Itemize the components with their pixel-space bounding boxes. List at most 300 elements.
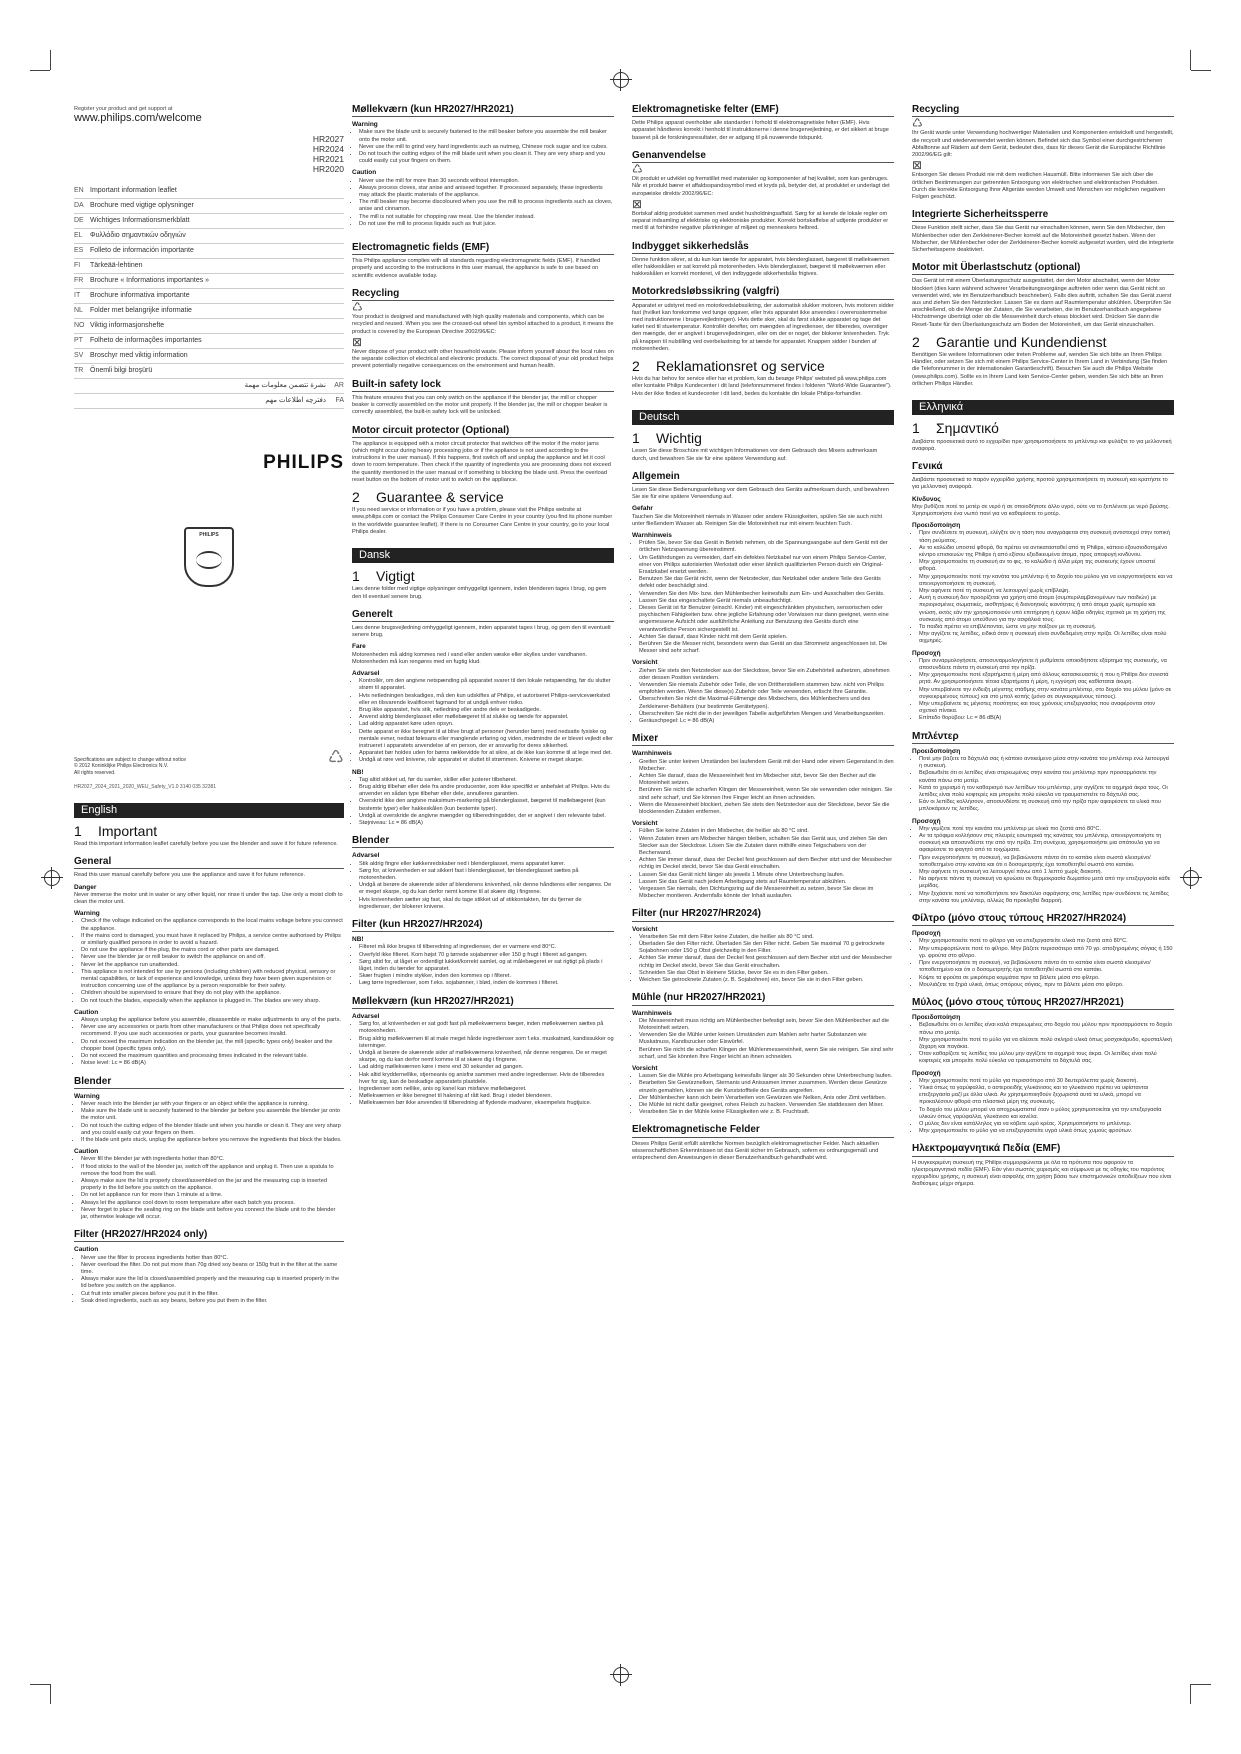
list-item: • Μην χρησιμοποιείτε ποτέ το μύλο για να αλέσετε πολύ σκληρά υλικά όπως μοσχοκάρυδο, κρυσταλλική ζάχαρη και παγάκια. bbox=[919, 1037, 1174, 1051]
subsection-heading: Møllekværn (kun HR2027/HR2021) bbox=[352, 106, 614, 117]
crop-mark bbox=[1190, 50, 1191, 70]
list-item: • Ο μύλος δεν είναι κατάλληλος για να κόβετε ωμό κρέας. Χρησιμοποιήστε το μπλέντερ. bbox=[919, 1121, 1174, 1128]
language-entry: AR نشرة تتضمن معلومات مهمة bbox=[74, 379, 344, 394]
list-item: • Μην χρησιμοποιείτε ποτέ το μύλο για περισσότερο από 30 δευτερόλεπτα χωρίς διακοπή. bbox=[919, 1078, 1174, 1085]
bullet-list bbox=[912, 658, 1174, 723]
label-warning: Warnhinweis bbox=[632, 531, 672, 539]
bullet-list bbox=[74, 1156, 344, 1221]
list-item: • Children should be supervised to ensure that they do not play with the appliance. bbox=[81, 990, 344, 997]
subsection-heading: Recycling bbox=[352, 290, 614, 301]
list-item: • Check if the voltage indicated on the appliance corresponds to the local mains voltage before you connect the appliance. bbox=[81, 918, 344, 932]
list-item: • Brug aldrig møllekværnen til at male meget hårde ingredienser som f.eks. muskatnød, kandissukker og isterninger. bbox=[359, 1036, 614, 1050]
label-caution: Vorsicht bbox=[632, 659, 658, 667]
model-number: HR2021 bbox=[312, 154, 344, 165]
bullet-list bbox=[352, 777, 614, 827]
label-caution: Προσοχή bbox=[912, 930, 941, 938]
bullet-list bbox=[352, 1021, 614, 1107]
paragraph: If you need service or information or if you have a problem, please visit the Philips website at www.philips.com or contact the Philips Consumer Care Centre in your country (you find its phone number in the worldwide guarantee leaflet). If there is no Consumer Care Centre in your country, go to your local Philips dealer. bbox=[352, 507, 613, 535]
language-bar-greek: Ελληνικά bbox=[912, 400, 1174, 415]
subsection-heading: Mühle (nur HR2027/HR2021) bbox=[632, 994, 894, 1005]
list-item: • Læg tørre ingredienser, som f.eks. sojabønner, i blød, inden de kommes i filteret. bbox=[359, 980, 614, 987]
label-caution: Caution bbox=[352, 169, 377, 177]
list-item: • Verwenden Sie den Mix- bzw. den Mühlenbecher keinesfalls zum Ein- und Ausschalten des Geräts. bbox=[639, 591, 894, 598]
language-entry: IT Brochure informativa importante bbox=[74, 289, 344, 304]
crossed-bin-icon: ⊠ bbox=[912, 158, 923, 173]
column-3 bbox=[632, 106, 894, 1165]
list-item: • Να αφήνετε πάντα τη συσκευή να κρυώσει σε θερμοκρασία δωματίου μετά από την επεξεργασία κάθε μερίδας. bbox=[919, 876, 1174, 890]
crop-mark bbox=[50, 1684, 51, 1704]
list-item: • Ziehen Sie stets den Netzstecker aus der Steckdose, bevor Sie ein Zubehörteil aufsetzen, abnehmen oder dessen Position verändern. bbox=[639, 668, 894, 682]
list-item: • Verwenden Sie die Mühle unter keinen Umständen zum Mahlen sehr harter Substanzen wie Muskatnuss, Kandiszucker oder Eiswürfel. bbox=[639, 1032, 894, 1046]
list-item: • Überschreiten Sie nicht die in der jeweiligen Tabelle aufgeführten Mengen und Verarbeitungszeiten. bbox=[639, 711, 894, 718]
subsection-heading: Integrierte Sicherheitssperre bbox=[912, 211, 1174, 222]
list-item: • Brug aldrig tilbehør eller dele fra andre producenter, som ikke specifikt er anbefalet af Philips. Hvis du anvender en sådan type tilbehør eller dele, annulleres garantien. bbox=[359, 784, 614, 798]
list-item: • Brug ikke apparatet, hvis stik, netledning eller andre dele er beskadigede. bbox=[359, 707, 614, 714]
paragraph: Apparatet er udstyret med en motorkredsløbssikring, der automatisk slukker motoren, hvis motoren sidder fast (hvilket kan forekomme ved tunge opgaver, eller hvis apparatet ikke anvendes i overensstemmelse med instruktionerne i brugervejledningen). Hvis dette sker, skal du først slukke apparatet og tage det kølet ned til stuetemperatur. Kontrollér derefter, om mængden af ingredienser, der tilberedes, overstiger den mængde, der er angivet i brugervejledningen, eller om der er noget, der blokerer knivenheden. Tryk på knappen til nulstilling ved overbelastning for at tænde for apparatet. Knappen sidder i bunden af motorenheden. bbox=[632, 302, 894, 352]
registration-mark-icon bbox=[613, 1667, 629, 1683]
paragraph: Læs denne brugsvejledning omhyggeligt igennem, inden apparatet tages i brug, og gem den til eventuelt senere brug. bbox=[352, 624, 611, 639]
recycle-icon: ♺ bbox=[352, 300, 363, 315]
subsection-heading: Filter (HR2027/HR2024 only) bbox=[74, 1231, 344, 1242]
list-item: • Soak dried ingredients, such as soy beans, before you put them in the filter. bbox=[81, 1298, 344, 1305]
bullet-list bbox=[74, 1255, 344, 1305]
list-item: • Prüfen Sie, bevor Sie das Gerät in Betrieb nehmen, ob die Spannungsangabe auf dem Gerät mit der örtlichen Netzspannung übereinstimmt. bbox=[639, 540, 894, 554]
list-item: • Always make sure the lid is closed/assembled properly and the measuring cup is inserted properly in the lid before you switch on the appliance. bbox=[81, 1276, 344, 1290]
bullet-list bbox=[632, 759, 894, 817]
list-item: • Die Mühle ist nicht dafür geeignet, rohes Fleisch zu hacken. Verwenden Sie stattdessen den Mixer. bbox=[639, 1102, 894, 1109]
list-item: • Møllekværnen bør ikke anvendes til tilberedning af flydende madvarer, eksempelvis frugtjuice. bbox=[359, 1100, 614, 1107]
list-item: • Εάν οι λεπίδες κολλήσουν, αποσυνδέστε τη συσκευή από την πρίζα πριν αφαιρέσετε τα υλικά που μπλοκάρουν τις λεπίδες. bbox=[919, 799, 1174, 813]
list-item: • Never reach into the blender jar with your fingers or an object while the appliance is running. bbox=[81, 1101, 344, 1108]
list-item: • Undgå at overskride de angivne mængder og tilberedningstider, der er angivet i den relevante tabel. bbox=[359, 813, 614, 820]
list-item: • Τα παιδιά πρέπει να επιβλέπονται, ώστε να μην παίζουν με τη συσκευή. bbox=[919, 624, 1174, 631]
registration-mark-icon bbox=[1183, 870, 1199, 886]
list-item: • If the blade unit gets stuck, unplug the appliance before you remove the ingredients that block the blades. bbox=[81, 1137, 344, 1144]
subsection-heading: Mixer bbox=[632, 735, 894, 746]
list-item: • The mill beaker may become discoloured when you use the mill to process ingredients such as cloves, anise and cinnamon. bbox=[359, 199, 614, 213]
list-item: • Always unplug the appliance before you assemble, disassemble or make adjustments to any of the parts. bbox=[81, 1017, 344, 1024]
list-item: • Apparatet bør holdes uden for børns rækkevidde for at sikre, at de ikke kan komme til at lege med det. bbox=[359, 750, 614, 757]
list-item: • Πριν ενεργοποιήσετε τη συσκευή, να βεβαιώνεστε πάντα ότι το καπάκι είναι σωστά κλεισμένο/τοποθετημένο και ότι ο δοσομετρητής έχει τοποθετηθεί σωστά στο καπάκι. bbox=[919, 960, 1174, 974]
language-entry: EN Important information leaflet bbox=[74, 184, 344, 199]
bullet-list bbox=[912, 756, 1174, 814]
subsection-heading: Filter (kun HR2027/HR2024) bbox=[352, 921, 614, 932]
model-number: HR2024 bbox=[312, 144, 344, 155]
list-item: • Μην υπερβαίνετε τις μέγιστες ποσότητες και τους χρόνους επεξεργασίας που αναφέρονται στον σχετικό πίνακα. bbox=[919, 701, 1174, 715]
list-item: • Κατά το χειρισμό ή τον καθαρισμό των λεπίδων του μπλέντερ, μην αγγίζετε τα αιχμηρά άκρα τους. Οι λεπίδες είναι πολύ κοφτερές και μπορείτε πολύ εύκολα να τραυματιστείτε τα δάχτυλά σας. bbox=[919, 785, 1174, 799]
list-item: • Um Gefährdungen zu vermeiden, darf ein defektes Netzkabel nur von einem Philips Service-Center, einer von Philips autorisierten Werkstatt oder einer ähnlich qualifizierten Person durch ein Original-Ersatzkabel ersetzt werden. bbox=[639, 555, 894, 577]
label-danger: Fare bbox=[352, 643, 366, 651]
list-item: • Lad aldrig apparatet køre uden opsyn. bbox=[359, 721, 614, 728]
subsection-heading: General bbox=[74, 858, 344, 869]
list-item: • Møllekværnen er ikke beregnet til hakning af rått kød. Brug i stedet blenderen. bbox=[359, 1093, 614, 1100]
list-item: • Do not exceed the maximum indication on the blender jar, the mill (specific types only) beaker and the chopper bowl (specific types only). bbox=[81, 1039, 344, 1053]
rights: All rights reserved. bbox=[74, 769, 116, 776]
list-item: • Do not use the appliance if the plug, the mains cord or other parts are damaged. bbox=[81, 947, 344, 954]
language-entry: FI Tärkeää-lehtinen bbox=[74, 259, 344, 274]
language-entry: TR Önemli bilgi broşürü bbox=[74, 364, 344, 379]
list-item: • Benutzen Sie das Gerät nicht, wenn der Netzstecker, das Netzkabel oder andere Teile des Geräts defekt oder beschädigt sind. bbox=[639, 576, 894, 590]
label-warning: Προειδοποίηση bbox=[912, 522, 961, 530]
paragraph: Διαβάστε προσεκτικά αυτό το εγχειρίδιο πριν χρησιμοποιήσετε το μπλέντερ και φυλάξτε το για μελλοντική αναφορά. bbox=[912, 438, 1172, 452]
list-item: • Make sure the blade unit is securely fastened to the blender jar before you assemble the blender jar onto the motor unit. bbox=[81, 1108, 344, 1122]
list-item: • Stik aldrig fingre eller køkkenredskaber ned i blenderglasset, mens apparatet kører. bbox=[359, 861, 614, 868]
label-warning: Warning bbox=[74, 1092, 100, 1100]
list-item: • Der Mühlenbecher kann sich beim Verarbeiten von Gewürzen wie Nelken, Anis oder Zimt verfärben. bbox=[639, 1095, 894, 1102]
list-item: • Wenn die Messereinheit blockiert, ziehen Sie stets den Netzstecker aus der Steckdose, bevor Sie die blockierenden Zutaten entfernen. bbox=[639, 802, 894, 816]
paragraph: The appliance is equipped with a motor circuit protector that switches off the motor if the motor jams (which might occur during heavy processing jobs or if the appliance is not used according to the instructions in the user manual). If this happens, first switch off and unplug the appliance and let it cool down to room temperature. Then check if the quantity of ingredients you are processing does not exceed the quantity mentioned in the user manual or if something is blocking the blade unit. Press the overload reset button on the bottom of motor unit to switch on the appliance. bbox=[352, 440, 611, 483]
list-item: • Schneiden Sie das Obst in kleinere Stücke, bevor Sie es in den Filter geben. bbox=[639, 970, 894, 977]
subsection-heading: Ηλεκτρομαγνητικά Πεδία (EMF) bbox=[912, 1145, 1174, 1156]
philips-shield-logo: PHILIPS bbox=[184, 527, 234, 587]
label-warning: Προειδοποίηση bbox=[912, 747, 961, 755]
list-item: • Überladen Sie den Filter nicht. Überladen Sie den Filter nicht. Geben Sie maximal 70 g getrocknete Sojabohnen oder 150 g Obst gleichzeitig in den Filter. bbox=[639, 941, 894, 955]
list-item: • Lassen Sie das Gerät nicht länger als jeweils 1 Minute ohne Unterbrechung laufen. bbox=[639, 872, 894, 879]
paragraph: Ihr Gerät wurde unter Verwendung hochwertiger Materialien und Komponenten entwickelt und hergestellt, die recycelt und wiederverwendet werden können. Befindet sich das Symbol einer durchgestrichenen Abfalltonne auf Rädern auf dem Gerät, bedeutet dies, dass für dieses Gerät die Europäische Richtlinie 2002/96/EG gilt: bbox=[912, 130, 1174, 159]
list-item: • This appliance is not intended for use by persons (including children) with reduced physical, sensory or mental capabilities, or lack of experience and knowledge, unless they have been given supervision or instruction concerning use of the appliance by a person responsible for their safety. bbox=[81, 969, 344, 991]
subsection-heading: Recycling bbox=[912, 106, 1174, 117]
list-item: • Undgå at berøre de skærende sider af møllekværnens knivenhed, når denne rengøres. De er meget skarpe, og du kan derfor nemt komme til at skære dig i fingrene. bbox=[359, 1050, 614, 1064]
language-entry: PT Folheto de informações importantes bbox=[74, 334, 344, 349]
recycle-icon: ♺ bbox=[632, 162, 643, 177]
list-item: • Always let the appliance cool down to room temperature after each batch you process. bbox=[81, 1200, 344, 1207]
list-item: • Βεβαιωθείτε ότι οι λεπίδες είναι στερεωμένες στην κανάτα του μπλέντερ πριν προσαρμόσετε την κανάτα πάνω στο μοτέρ. bbox=[919, 770, 1174, 784]
list-item: • Berühren Sie nicht die scharfen Klingen der Messereinheit, wenn Sie sie verwenden oder reinigen. Sie sind sehr scharf, und Sie können Ihre Finger leicht an ihnen schneiden. bbox=[639, 787, 894, 801]
list-item: • Dette apparat er ikke beregnet til at blive brugt af personer (herunder børn) med nedsatte fysiske og mentale evner, nedsat følesans eller manglende erfaring og viden, medmindre de er blevet vejledt eller instrueret i apparatets anvendelse af en person, der er ansvarlig for deres sikkerhed. bbox=[359, 729, 614, 751]
list-item: • Όταν καθαρίζετε τις λεπίδες του μύλου μην αγγίζετε τα αιχμηρά τους άκρα. Οι λεπίδες είναι πολύ κοφτερές και μπορείτε πολύ εύκολα να τραυματιστείτε τα δάχτυλά σας. bbox=[919, 1051, 1174, 1065]
paragraph: Das Gerät ist mit einem Überlastungsschutz ausgestattet, der den Motor abschaltet, wenn der Motor blockiert (dies kann während schwerer Verarbeitungsvorgänge auftreten oder wenn das Gerät nicht so verwendet wird, wie im Benutzerhandbuch beschrieben). Falls dies auftritt, schalten Sie das Gerät zuerst aus und ziehen Sie den Netzstecker. Lassen Sie es dann auf Raumtemperatur abkühlen. Überprüfen Sie anschließend, ob die Menge der Zutaten, die Sie verarbeiten, die im Benutzerhandbuch angegebene Höchstmenge überträgt oder ob die Messereinheit durch etwas blockiert wird. Drücken Sie dann die Reset-Taste für den Überlastungsschutz am Boden der Motoreinheit, um das Gerät einzuschalten. bbox=[912, 278, 1172, 328]
list-item: • Wenn Zutaten innen am Mixbecher hängen bleiben, schalten Sie das Gerät aus, und ziehen Sie den Stecker aus der Steckdose. Lösen Sie die Zutaten dann mithilfe eines Teigschabers von der Becherwand. bbox=[639, 836, 894, 858]
subsection-heading: Blender bbox=[74, 1078, 344, 1089]
paragraph: Η συγκεκριμένη συσκευή της Philips συμμορφώνεται με όλα τα πρότυπα που αφορούν τα ηλεκτρομαγνητικά πεδία (EMF). Εάν γίνει σωστός χειρισμός και σύμφωνα με τις οδηγίες του παρόντος εγχειριδίου χρήσης, η συσκευή είναι ασφαλής στη χρήση βάσει των επιστημονικών αποδείξεων που είναι διαθέσιμες μέχρι σήμερα. bbox=[912, 1159, 1172, 1188]
list-item: • If the mains cord is damaged, you must have it replaced by Philips, a service centre authorised by Philips or similarly qualified persons in order to avoid a hazard. bbox=[81, 933, 344, 947]
list-item: • Verarbeiten Sie mit dem Filter keine Zutaten, die heißer als 80 °C sind. bbox=[639, 934, 894, 941]
label-warning: Warning bbox=[74, 910, 100, 918]
bullet-list bbox=[352, 678, 614, 764]
subsection-heading: Μύλος (μόνο στους τύπους HR2027/HR2021) bbox=[912, 999, 1174, 1010]
list-item: • Do not touch the blades, especially when the appliance is plugged in. The blades are very sharp. bbox=[81, 998, 344, 1005]
label-warning: Προειδοποίηση bbox=[912, 1014, 961, 1022]
list-item: • Die Messereinheit muss richtig am Mühlenbecher befestigt sein, bevor Sie den Mühlenbecher auf die Motoreinheit setzen. bbox=[639, 1018, 894, 1032]
bullet-list bbox=[632, 668, 894, 726]
label-danger: Gefahr bbox=[632, 505, 653, 513]
language-entry: NL Folder met belangrijke informatie bbox=[74, 304, 344, 319]
language-entry: NO Viktig informasjonshefte bbox=[74, 319, 344, 334]
list-item: • Skær frugten i mindre stykker, inden den kommes op i filteret. bbox=[359, 973, 614, 980]
language-entry: FR Brochure « Informations importantes » bbox=[74, 274, 344, 289]
subsection-heading: Electromagnetic fields (EMF) bbox=[352, 244, 614, 255]
list-item: • Do not touch the cutting edges of the blender blade unit when you handle or clean it. They are very sharp and you could easily cut your fingers on them. bbox=[81, 1123, 344, 1137]
list-item: • Lad aldrig møllekværnen køre i mere end 30 sekunder ad gangen. bbox=[359, 1064, 614, 1071]
list-item: • Hvis knivenheden sætter sig fast, skal du tage stikket ud af stikkontakten, før du fjerner de ingredienser, der blokerer knivene. bbox=[359, 897, 614, 911]
list-item: • Sørg altid for, at låget er ordentligt lukket/korrekt samlet, og at målebægeret er sat rigtigt på plads i låget, inden du tænder for apparatet. bbox=[359, 959, 614, 973]
list-item: • Μην χρησιμοποιείτε τη συσκευή αν το φις, το καλώδιο ή άλλα μέρη της συσκευής έχουν υποστεί φθορά. bbox=[919, 559, 1174, 573]
list-item: • Undgå at røre ved knivene, når apparatet er sluttet til strømmen. Knivene er meget skarpe. bbox=[359, 757, 614, 764]
bullet-list bbox=[912, 1078, 1174, 1136]
list-item: • Μην αφήνετε ποτέ τη συσκευή να λειτουργεί χωρίς επίβλεψη. bbox=[919, 588, 1174, 595]
paragraph: Læs denne folder med vigtige oplysninger omhyggeligt igennem, inden blenderen tages i brug, og gem den til eventuel senere brug. bbox=[352, 586, 607, 600]
label-danger: Danger bbox=[74, 883, 97, 891]
list-item: • Μην χρησιμοποιείτε το μύλο για να επεξεργαστείτε υγρά υλικά όπως χυμούς φρούτων. bbox=[919, 1128, 1174, 1135]
list-item: • Never let the appliance run unattended. bbox=[81, 962, 344, 969]
label-caution: Προσοχή bbox=[912, 1069, 941, 1077]
bullet-list bbox=[352, 178, 614, 228]
label-caution: Vorsicht bbox=[632, 820, 658, 828]
crossed-bin-icon: ⊠ bbox=[352, 334, 363, 349]
label-caution: Προσοχή bbox=[912, 649, 941, 657]
list-item: • Make sure the blade unit is securely fastened to the mill beaker before you assemble the mill beaker onto the motor unit. bbox=[359, 129, 614, 143]
copyright: © 2012 Koninklijke Philips Electronics N.V. bbox=[74, 763, 169, 770]
bullet-list bbox=[352, 861, 614, 911]
list-item: • Πριν συνδέσετε τη συσκευή, ελέγξτε αν η τάση που αναγράφεται στη συσκευή αντιστοιχεί στην τοπική τάση ρεύματος. bbox=[919, 530, 1174, 544]
section-heading: 1 Wichtig bbox=[632, 430, 702, 447]
paragraph: Never immerse the motor unit in water or any other liquid, nor rinse it under the tap. Use only a moist cloth to clean the motor unit. bbox=[74, 891, 343, 906]
paragraph: Entsorgen Sie dieses Produkt nie mit dem restlichen Hausmüll. Bitte informieren Sie sich über die örtlichen Bestimmungen zur getrennten Entsorgung von elektrischen und elektronischen Produkten. Durch die korrekte Entsorgung Ihrer Altgeräte werden Umwelt und Menschen vor möglichen negativen Folgen geschützt. bbox=[912, 172, 1166, 201]
list-item: • Ποτέ μην βάζετε τα δάχτυλά σας ή κάποιο αντικείμενο μέσα στην κανάτα του μπλέντερ ενώ λειτουργεί η συσκευή. bbox=[919, 756, 1174, 770]
bullet-list bbox=[352, 944, 614, 987]
list-item: • Überschreiten Sie nicht die Maximal-Füllmenge des Mixbechers, des Mühlenbechers und des Zerkleinerer-Behälters (nur bestimmte Gerätetypen). bbox=[639, 696, 894, 710]
list-item: • Lassen Sie das Gerät nach jedem Arbeitsgang stets auf Raumtemperatur abkühlen. bbox=[639, 879, 894, 886]
list-item: • Achten Sie darauf, dass Kinder nicht mit dem Gerät spielen. bbox=[639, 634, 894, 641]
paragraph: Dit produkt er udviklet og fremstillet med materialer og komponenter af høj kvalitet, som kan genbruges. Når et produkt bærer et affaldsspandssymbol med et kryds på, betyder det, at produktet er underlagt det europæiske direktiv 2002/96/EC: bbox=[632, 176, 890, 197]
paragraph: This Philips appliance complies with all standards regarding electromagnetic fields (EMF). If handled properly and according to the instructions in this user manual, the appliance is safe to use based on scientific evidence available today. bbox=[352, 258, 601, 279]
list-item: • Κόψτε τα φρούτα σε μικρότερα κομμάτια πριν τα βάλετε μέσα στο φίλτρο. bbox=[919, 975, 1174, 982]
paragraph: Never dispose of your product with other household waste. Please inform yourself about the local rules on the separate collection of electrical and electronic products. The correct disposal of your old product helps prevent potentially negative consequences on the environment and human health. bbox=[352, 349, 614, 370]
registration-mark-icon bbox=[44, 870, 60, 886]
list-item: • Weichen Sie getrocknete Zutaten (z. B. Sojabohnen) ein, bevor Sie sie in den Filter geben. bbox=[639, 977, 894, 984]
subsection-heading: Møllekværn (kun HR2027/HR2021) bbox=[352, 998, 614, 1009]
language-entry: FA دفترچه اطلاعات مهم bbox=[74, 394, 344, 409]
subsection-heading: Elektromagnetiske felter (EMF) bbox=[632, 106, 894, 117]
label-caution: Vorsicht bbox=[632, 925, 658, 933]
list-item: • Do not let appliance run for more than 1 minute at a time. bbox=[81, 1192, 344, 1199]
list-item: • Hvis netledningen beskadiges, må den kun udskiftes af Philips, et autoriseret Philips-serviceværksted eller en tilsvarende kvalificeret fagmand for at undgå enhver risiko. bbox=[359, 693, 614, 707]
list-item: • Always make sure the lid is properly closed/assembled on the jar and the measuring cup is inserted properly in the lid before you switch on the appliance. bbox=[81, 1178, 344, 1192]
bullet-list bbox=[632, 1018, 894, 1061]
list-item: • Bearbeiten Sie Gewürznelken, Sternanis und Anissamen immer zusammen. Werden diese Gewürze einzeln gemahlen, können sie die Kunststoffteile des Geräts angreifen. bbox=[639, 1080, 894, 1094]
label-caution: NB! bbox=[352, 936, 364, 944]
list-item: • Overskrid ikke den angivne maksimum-markering på blenderglasset, bægeret til møllebægeret (kun bestemte typer) eller hakkeskålen (kun bestemte typer). bbox=[359, 798, 614, 812]
recycle-icon: ♺ bbox=[327, 747, 344, 768]
crop-mark bbox=[30, 70, 50, 71]
list-item: • Αν τα τρόφιμα κολλήσουν στις πλευρές εσωτερικά της κανάτας του μπλέντερ, απενεργοποιήστε τη συσκευή και αποσυνδέστε την από την πρίζα. Στη συνέχεια, χρησιμοποιήστε μια σπάτουλα για να αφαιρέσετε το φαγητό από τα τοιχώματα. bbox=[919, 833, 1174, 855]
list-item: • Υλικά όπως τα γαρύφαλλα, ο αστεροειδής γλυκάνισος και το γλυκάνισο πρέπει να υφίστανται επεξεργασία μαζί με άλλα υλικά. Αν χρησιμοποιηθούν ξεχωριστά αυτά τα υλικά, μπορεί να προκαλέσουν φθορά στα πλαστικά μέρη της συσκευής. bbox=[919, 1085, 1174, 1107]
list-item: • Ingredienser som nellike, anis og kanel kan misfarve møllebægeret. bbox=[359, 1086, 614, 1093]
subsection-heading: Filter (nur HR2027/HR2024) bbox=[632, 910, 894, 921]
document-code: HR2027_2024_2021_2020_WEU_Safety_V1.0 3140 035 32381 bbox=[74, 784, 217, 791]
paragraph: Motorenheden må aldrig kommes ned i vand eller anden væske eller skylles under vandhanen. Motorenheden må kun rengøres med en fugtig klud. bbox=[352, 651, 588, 665]
list-item: • Μην αγγίζετε τις λεπίδες, ειδικά όταν η συσκευή είναι συνδεδεμένη στην πρίζα. Οι λεπίδες είναι πολύ αιχμηρές. bbox=[919, 631, 1174, 645]
subsection-heading: Γενικά bbox=[912, 463, 1174, 474]
bullet-list bbox=[632, 540, 894, 655]
crop-mark bbox=[50, 50, 51, 70]
list-item: • Anvend aldrig blenderglasset eller møllebægeret til at slukke og tænde for apparatet. bbox=[359, 714, 614, 721]
list-item: • Μην χρησιμοποιείτε ποτέ εξαρτήματα ή μέρη από άλλους κατασκευαστές ή που η Philips δεν συνιστά ρητά. Αν χρησιμοποιήσετε τέτοια εξαρτήματα ή μέρη, η εγγύησή σας καθίσταται άκυρη. bbox=[919, 672, 1174, 686]
label-warning: Advarsel bbox=[352, 1012, 380, 1020]
language-entry: ES Folleto de información importante bbox=[74, 244, 344, 259]
language-entry: SV Broschyr med viktig information bbox=[74, 349, 344, 364]
spec-notice: Specifications are subject to change without notice bbox=[74, 756, 187, 763]
list-item: • Βεβαιωθείτε ότι οι λεπίδες είναι καλά στερεωμένες στο δοχείο του μύλου πριν προσαρμόσετε το δοχείο πάνω στο μοτέρ. bbox=[919, 1022, 1174, 1036]
paragraph: Lesen Sie diese Bedienungsanleitung vor dem Gebrauch des Geräts aufmerksam durch, und bewahren Sie sie für eine spätere Verwendung auf. bbox=[632, 486, 889, 501]
bullet-list bbox=[632, 934, 894, 984]
bullet-list bbox=[632, 1073, 894, 1116]
label-warning: Advarsel bbox=[352, 852, 380, 860]
label-caution: Προσοχή bbox=[912, 817, 941, 825]
list-item: • Achten Sie immer darauf, dass der Deckel fest geschlossen auf dem Becher sitzt und der Messbecher richtig im Deckel steckt, bevor Sie das Gerät einschalten. bbox=[639, 955, 894, 969]
paragraph: Benötigen Sie weitere Informationen oder treten Probleme auf, wenden Sie sich bitte an Ihren Philips Händler, oder setzen Sie sich mit einem Philips Service-Center in Ihrem Land in Verbindung (Sie finden die Telefonnummer in der internationalen Garantieschrift). Besuchen Sie auch die Philips Website (www.philips.com). Sollte es in Ihrem Land kein Service-Center geben, wenden Sie sich bitte an Ihren örtlichen Philips Händler. bbox=[912, 352, 1168, 387]
list-item: • Do not exceed the maximum quantities and processing times indicated in the relevant table. bbox=[81, 1053, 344, 1060]
list-item: • Never use any accessories or parts from other manufacturers or that Philips does not specifically recommend. If you use such accessories or parts, your guarantee becomes invalid. bbox=[81, 1024, 344, 1038]
crop-mark bbox=[30, 1684, 50, 1685]
subsection-heading: Μπλέντερ bbox=[912, 733, 1174, 744]
paragraph: This feature ensures that you can only switch on the appliance if the blender jar, the mill or chopper beaker is correctly assembled on the motor unit properly. If the blender jar, the mill or chopper beaker is correctly assembled, the built-in safety lock will be unlocked. bbox=[352, 394, 608, 416]
label-caution: Caution bbox=[74, 1246, 99, 1254]
section-heading: 2 Guarantee & service bbox=[352, 488, 504, 505]
register-text: Register your product and get support at bbox=[74, 106, 173, 112]
subsection-heading: Allgemein bbox=[632, 473, 894, 484]
model-number: HR2027 bbox=[312, 134, 344, 145]
list-item: • Μην αφήνετε τη συσκευή να λειτουργεί πάνω από 1 λεπτό χωρίς διακοπή. bbox=[919, 869, 1174, 876]
language-entry: EL Φυλλάδιο σημαντικών οδηγιών bbox=[74, 229, 344, 244]
section-heading: 1 Important bbox=[74, 822, 158, 839]
paragraph: Lesen Sie diese Broschüre mit wichtigen Informationen vor dem Gebrauch des Mixers aufmerksam durch, und bewahren Sie sie für eine spätere Verwendung auf. bbox=[632, 448, 878, 462]
paragraph: Διαβάστε προσεκτικά το παρόν εγχειρίδιο χρήσης προτού χρησιμοποιήσετε τη συσκευή και κρατήστε το για μελλοντική αναφορά. bbox=[912, 477, 1168, 491]
list-item: • Never fill the blender jar with ingredients hotter than 80°C. bbox=[81, 1156, 344, 1163]
list-item: • Επίπεδο θορύβου: Lc = 86 dB(A) bbox=[919, 715, 1174, 722]
list-item: • Μην ξεχάσετε ποτέ να τοποθετήσετε τον δακτύλιο σφράγισης στις λεπίδες πριν συνδέσετε τις λεπίδες στην κανάτα του μπλέντερ, αλλιώς θα προκληθεί διαρροή. bbox=[919, 891, 1174, 905]
label-danger: Κίνδυνος bbox=[912, 495, 941, 503]
philips-wordmark: PHILIPS bbox=[263, 452, 344, 474]
bullet-list bbox=[912, 530, 1174, 645]
label-warning: Warning bbox=[352, 121, 378, 129]
section-heading: 2 Garantie und Kundendienst bbox=[912, 333, 1107, 350]
registration-mark-icon bbox=[613, 72, 629, 88]
label-warning: Advarsel bbox=[352, 669, 380, 677]
paragraph: Hvis du har behov for service eller har et problem, kan du besøge Philips' websted på www.philips.com eller kontakte Philips Kundecenter i dit land (telefonnummeret findes i folderen "World-Wide Guarantee"). Hvis der ikke findes et kundecenter i dit land, bedes du kontakte din lokale Philips-forhandler. bbox=[632, 376, 892, 397]
subsection-heading: Built-in safety lock bbox=[352, 381, 614, 392]
language-bar-danish: Dansk bbox=[352, 548, 614, 563]
list-item: • Μην υπερβαίνετε την ένδειξη μέγιστης στάθμης στην κανάτα μπλέντερ, στο δοχείο του μύλου (μόνο σε συγκεκριμένους τύπους) και στο μπολ κοπής (μόνο σε συγκεκριμένους τύπους). bbox=[919, 687, 1174, 701]
list-item: • Achten Sie darauf, dass die Messereinheit fest im Mixbecher sitzt, bevor Sie den Becher auf die Motoreinheit setzen. bbox=[639, 773, 894, 787]
paragraph: Diese Funktion stellt sicher, dass Sie das Gerät nur einschalten können, wenn Sie den Mixbecher, den Mühlenbecher oder den Zerkleinerer-Becher korrekt auf die Motoreinheit gesetzt haben. Wenn der Mixbecher, der Mühlenbecher oder der Zerkleinerer-Becher korrekt aufgesetzt wurden, wird die integrierte Sicherheitssperre deaktiviert. bbox=[912, 225, 1174, 254]
label-caution: Caution bbox=[74, 1148, 99, 1156]
subsection-heading: Generelt bbox=[352, 611, 614, 622]
list-item: • Μην χρησιμοποιείτε ποτέ την κανάτα του μπλέντερ ή το δοχείο του μύλου για να ενεργοποιήσετε και να απενεργοποιήσετε τη συσκευή. bbox=[919, 574, 1174, 588]
crop-mark bbox=[1191, 70, 1211, 71]
legal-notice bbox=[74, 747, 344, 791]
list-item: • Füllen Sie keine Zutaten in den Mixbecher, die heißer als 80 °C sind. bbox=[639, 828, 894, 835]
list-item: • Dieses Gerät ist für Benutzer (einschl. Kinder) mit eingeschränkten physischen, sensorischen oder psychischen Fähigkeiten bzw. ohne jegliche Erfahrung oder Vorwissen nur dann geeignet, wenn eine angemessene Aufsicht oder ausführliche Anleitung zur Benutzung des Geräts durch eine verantwortliche Person sichergestellt ist. bbox=[639, 605, 894, 634]
bullet-list bbox=[352, 129, 614, 165]
list-item: • If food sticks to the wall of the blender jar, switch off the appliance and unplug it. Then use a spatula to remove the food from the wall. bbox=[81, 1164, 344, 1178]
list-item: • Geräuschpegel: Lc = 86 dB(A) bbox=[639, 718, 894, 725]
bullet-list bbox=[912, 826, 1174, 905]
bullet-list bbox=[912, 1022, 1174, 1065]
list-item: • Μην χρησιμοποιείτε ποτέ το φίλτρο για να επεξεργαστείτε υλικά πιο ζεστά από 80°C. bbox=[919, 938, 1174, 945]
subsection-heading: Φίλτρο (μόνο στους τύπους HR2027/HR2024) bbox=[912, 915, 1174, 926]
subsection-heading: Motorkredsløbssikring (valgfri) bbox=[632, 288, 894, 299]
label-warning: Warnhinweis bbox=[632, 750, 672, 758]
crossed-bin-icon: ⊠ bbox=[632, 196, 643, 211]
list-item: • Never use the blender jar or mill beaker to switch the appliance on and off. bbox=[81, 954, 344, 961]
list-item: • Filteret må ikke bruges til tilberedning af ingredienser, der er varmere end 80°C. bbox=[359, 944, 614, 951]
paragraph: Read this important information leaflet carefully before you use the blender and save it for future reference. bbox=[74, 841, 338, 848]
bullet-list bbox=[632, 828, 894, 900]
column-1 bbox=[74, 106, 344, 1308]
list-item: • Αν το καλώδιο υποστεί φθορά, θα πρέπει να αντικατασταθεί από τη Philips, κάποιο εξουσιοδοτημένο κέντρο επισκευών της Philips ή από εξίσου εξειδικευμένα άτομα, προς αποφυγή κινδύνου. bbox=[919, 545, 1174, 559]
list-item: • Achten Sie immer darauf, dass der Deckel fest geschlossen auf dem Becher sitzt und der Messbecher richtig im Deckel steckt, bevor Sie das Gerät einschalten. bbox=[639, 857, 894, 871]
language-index bbox=[74, 184, 344, 409]
list-item: • Never use the filter to process ingredients hotter than 80°C. bbox=[81, 1255, 344, 1262]
subsection-heading: Indbygget sikkerhedslås bbox=[632, 243, 894, 254]
subsection-heading: Motor mit Überlastschutz (optional) bbox=[912, 264, 1174, 275]
bullet-list bbox=[74, 1017, 344, 1067]
list-item: • Never overload the filter. Do not put more than 70g dried soy beans or 150g fruit in the filter at the same time. bbox=[81, 1262, 344, 1276]
list-item: • Cut fruit into smaller pieces before you put it in the filter. bbox=[81, 1291, 344, 1298]
list-item: • Μην γεμίζετε ποτέ την κανάτα του μπλέντερ με υλικά πιο ζεστά από 80°C. bbox=[919, 826, 1174, 833]
list-item: • Never forget to place the sealing ring on the blade unit before you connect the blade unit to the blender jar, otherwise leakage will occur. bbox=[81, 1207, 344, 1221]
label-caution: Vorsicht bbox=[632, 1064, 658, 1072]
bullet-list bbox=[74, 918, 344, 1004]
paragraph: Denne funktion sikrer, at du kun kan tænde for apparatet, hvis blenderglasset, bægeret til møllekværnen eller hakkeskålen er sat korrekt på motorenheden. Hvis blenderglasset, bægeret til møllekværnen eller hakkeskålen er korrekt monteret, vil den indbyggede sikkerhedslås frigives. bbox=[632, 256, 890, 278]
welcome-url[interactable]: www.philips.com/welcome bbox=[74, 112, 202, 125]
list-item: • Sørg for, at knivenheden er sat sikkert fast i blenderglasset, før blenderglasset sættes på motorenheden. bbox=[359, 868, 614, 882]
paragraph: Read this user manual carefully before you use the appliance and save it for future reference. bbox=[74, 872, 306, 879]
label-caution: NB! bbox=[352, 768, 364, 776]
subsection-heading: Genanvendelse bbox=[632, 152, 894, 163]
model-number: HR2020 bbox=[312, 164, 344, 175]
language-bar-english: English bbox=[74, 803, 344, 818]
list-item: • Sørg for, at knivenheden er sat godt fast på møllekværnens bæger, inden møllekværnen sættes på motorenheden. bbox=[359, 1021, 614, 1035]
list-item: • Verarbeiten Sie in der Mühle keine Flüssigkeiten wie z. B. Fruchtsaft. bbox=[639, 1109, 894, 1116]
list-item: • Μην υπερφορτώνετε ποτέ το φίλτρο. Μην βάζετε περισσότερο από 70 γρ. αποξηραμένης σόγιας ή 150 γρ. φρούτα στο φίλτρο. bbox=[919, 946, 1174, 960]
list-item: • Berühren Sie die Messer nicht, besonders wenn das Gerät an das Stromnetz angeschlossen ist. Die Messer sind sehr scharf. bbox=[639, 641, 894, 655]
list-item: • Verwenden Sie niemals Zubehör oder Teile, die von Drittherstellern stammen bzw. nicht von Philips empfohlen werden. Wenn Sie diese(s) Zubehör oder Teile verwenden, erlischt Ihre Garantie. bbox=[639, 682, 894, 696]
language-bar-german: Deutsch bbox=[632, 410, 894, 425]
recycle-icon: ♺ bbox=[912, 116, 923, 131]
section-heading: 1 Vigtigt bbox=[352, 568, 415, 585]
language-entry: DA Brochure med vigtige oplysninger bbox=[74, 199, 344, 214]
section-heading: 1 Σημαντικό bbox=[912, 420, 999, 437]
paragraph: Bortskaf aldrig produktet sammen med andet husholdningsaffald. Sørg for at kende de lokale regler om separat indsamling af elektriske og elektroniske produkter. Korrekt bortskaffelse af udtjente produkter er med til at forhindre negative påvirkninger af miljøet og menneskers helbred. bbox=[632, 211, 889, 232]
list-item: • Μουλιάζετε τα ξηρά υλικά, όπως σπόρους σόγιας, πριν τα βάλετε μέσα στο φίλτρο. bbox=[919, 982, 1174, 989]
list-item: • Lassen Sie die Mühle pro Arbeitsgang keinesfalls länger als 30 Sekunden ohne Unterbrechung laufen. bbox=[639, 1073, 894, 1080]
list-item: • Greifen Sie unter keinen Umständen bei laufendem Gerät mit der Hand oder einem Gegenstand in den Mixbecher. bbox=[639, 759, 894, 773]
label-warning: Warnhinweis bbox=[632, 1009, 672, 1017]
list-item: • Hak altid kryddernellike, stjerneanis og anisfrø sammen med andre ingredienser. Hvis de tilberedes hver for sig, kan de beskadige apparatets plastdele. bbox=[359, 1072, 614, 1086]
list-item: • Tag altid stikket ud, før du samler, skiller eller justerer tilbehøret. bbox=[359, 777, 614, 784]
section-heading: 2 Reklamationsret og service bbox=[632, 358, 825, 375]
bullet-list bbox=[912, 938, 1174, 988]
bullet-list bbox=[74, 1101, 344, 1144]
paragraph: Tauchen Sie die Motoreinheit niemals in Wasser oder andere Flüssigkeiten, spülen Sie sie auch nicht unter fließendem Wasser ab. Reinigen Sie die Motoreinheit nur mit einem feuchten Tuch. bbox=[632, 513, 883, 527]
paragraph: Dieses Philips Gerät erfüllt sämtliche Normen bezüglich elektromagnetischer Felder. Nach aktuellen wissenschaftlichen Erkenntnissen ist das Gerät sicher im Gebrauch, sofern es ordnungsgemäß und entsprechend den Anweisungen in dieser Benutzerhandbuch gehandhabt wird. bbox=[632, 1140, 879, 1161]
list-item: • Πριν συναρμολογήσετε, αποσυναρμολογήσετε ή ρυθμίσετε οποιοδήποτε εξάρτημα της συσκευής, να αποσυνδέετε πάντα τη συσκευή από την πρίζα. bbox=[919, 658, 1174, 672]
list-item: • Undgå at berøre de skærende sider af blenderens knivenhed, når denne håndteres eller rengøres. De er meget skarpe, og du kan derfor nemt komme til at skære dig i fingrene. bbox=[359, 882, 614, 896]
list-item: • Lassen Sie das eingeschaltete Gerät niemals unbeaufsichtigt. bbox=[639, 598, 894, 605]
subsection-heading: Elektromagnetische Felder bbox=[632, 1126, 894, 1137]
list-item: • The mill is not suitable for chopping raw meat. Use the blender instead. bbox=[359, 214, 614, 221]
paragraph: Μην βυθίζετε ποτέ το μοτέρ σε νερό ή σε οποιοδήποτε άλλο υγρό, ούτε να το ξεπλένετε με νερό βρύσης. Χρησιμοποιήστε ένα νωπό πανί για να καθαρίσετε το μοτέρ. bbox=[912, 503, 1170, 517]
model-list bbox=[74, 134, 344, 174]
paragraph: Dette Philips apparat overholder alle standarder i forhold til elektromagnetiske felter (EMF). Hvis apparatet håndteres korrekt i henhold til instruktionerne i denne brugervejledning, er det sikkert at bruge baseret på de forskningsresultater, der er adgang til på nuværende tidspunkt. bbox=[632, 120, 889, 141]
subsection-heading: Blender bbox=[352, 837, 614, 848]
list-item: • Overfyld ikke filteret. Kom højst 70 g tørrede sojabønner eller 150 g frugt i filteret ad gangen. bbox=[359, 952, 614, 959]
list-item: • Το δοχείο του μύλου μπορεί να αποχρωματιστεί όταν ο μύλος χρησιμοποιείται για την επεξεργασία υλικών όπως γαρύφαλλα, γλυκάνισο και κανέλα. bbox=[919, 1107, 1174, 1121]
list-item: • Noise level: Lc = 86 dB(A) bbox=[81, 1060, 344, 1067]
column-2 bbox=[352, 106, 614, 1111]
